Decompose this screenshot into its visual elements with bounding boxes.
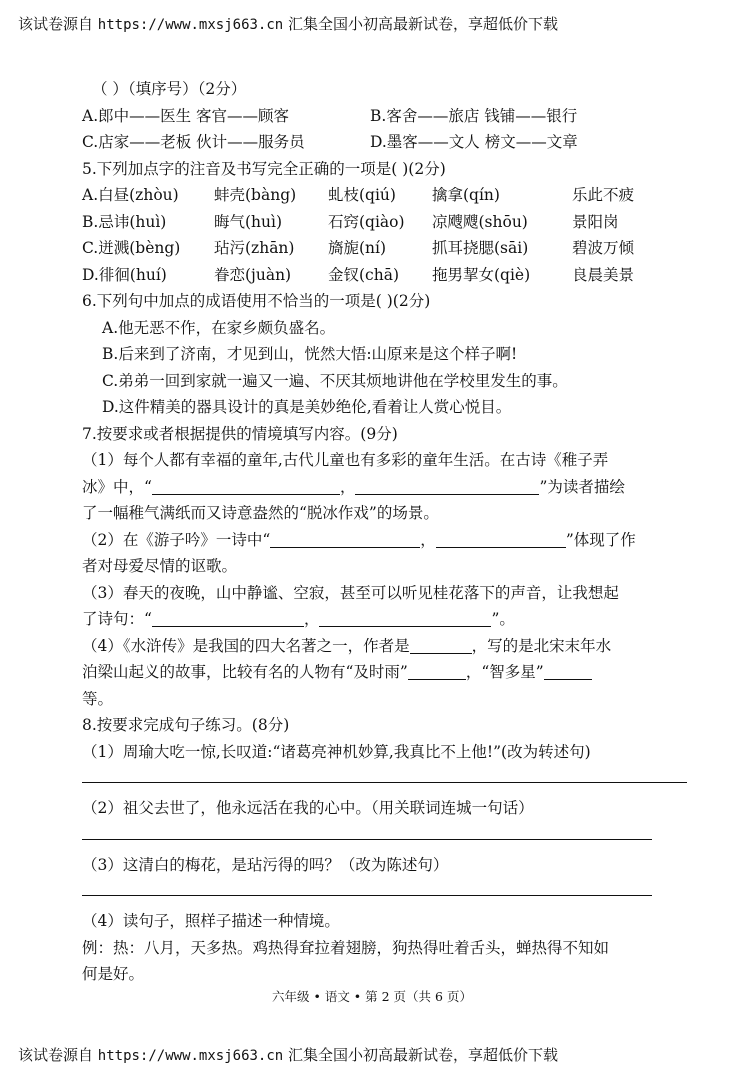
q7-4-b-pre: 泊梁山起义的故事，比较有名的人物有“及时雨” [82, 663, 408, 681]
q7-4-pre: （4）《水浒传》是我国的四大名著之一，作者是 [82, 636, 410, 655]
q7-3-pre: 了诗句：“ [82, 610, 152, 628]
q8-2: （2）祖父去世了，他永远活在我的心中。（用关联词连城一句话） [82, 799, 534, 817]
q5-row-b [82, 209, 687, 236]
q6-option-d: D.这件精美的器具设计的真是美妙绝伦,看着让人赏心悦目。 [102, 398, 512, 416]
q5-c-1: C.迸溅(bèng) [82, 239, 181, 257]
q8-1: （1）周瑜大吃一惊,长叹道:“诸葛亮神机妙算,我真比不上他!”(改为转述句) [82, 742, 591, 761]
q5-b-3: 石窍(qiào) [328, 212, 405, 231]
banner-tail: 汇集全国小初高最新试卷，享超低价下载 [283, 15, 558, 33]
q8-example-a: 例：热：八月，天多热。鸡热得耷拉着翅膀，狗热得吐着舌头，蝉热得不知如 [82, 938, 610, 957]
q7-1-line-b [82, 474, 687, 501]
q7-2-blank-1[interactable] [270, 531, 420, 548]
q7-2-mid: ， [420, 530, 436, 549]
exam-content [82, 76, 687, 988]
q5-d-5: 良晨美景 [572, 265, 635, 284]
q8-2-answer-line[interactable] [82, 838, 652, 840]
q7-2-blank-2[interactable] [436, 531, 566, 548]
q7-2-post: ”体现了作 [565, 530, 636, 549]
q4-tail: （ ）（填序号）（2分） [92, 80, 247, 98]
q7-3-blank-1[interactable] [152, 610, 304, 627]
q5-a-1: A.白昼(zhòu) [82, 186, 179, 204]
banner-url[interactable]: https://www.mxsj663.cn [97, 1048, 284, 1064]
q7-1-b-mid: ， [339, 477, 356, 496]
q7-1-line-c: 了一幅稚气满纸而又诗意盎然的“脱冰作戏”的场景。 [82, 504, 439, 522]
q7-4-blank-author[interactable] [410, 637, 472, 654]
q7-4-b-mid: ，“智多星” [465, 663, 544, 681]
q5-b-5: 景阳岗 [572, 212, 619, 231]
banner-text: 该试卷源自 [18, 1046, 98, 1064]
q6-option-c: C.弟弟一回到家就一遍又一遍、不厌其烦地讲他在学校里发生的事。 [102, 371, 568, 390]
q5-c-2: 玷污(zhān) [214, 239, 295, 257]
q5-d-2: 眷恋(juàn) [214, 265, 292, 284]
q4-options-row-2 [82, 129, 687, 156]
q6-option-a: A.他无恶不作，在家乡颇负盛名。 [102, 318, 336, 337]
q7-3-post: ”。 [491, 610, 515, 628]
q7-1-b-post: ”为读者描绘 [539, 477, 625, 496]
banner-text: 该试卷源自 [18, 15, 98, 33]
q5-b-4: 凉飕飕(shōu) [432, 212, 528, 231]
q7-4-line-c: 等。 [82, 689, 114, 708]
q7-2-line-a [82, 527, 687, 554]
q8-title: 8.按要求完成句子练习。(8分) [82, 716, 290, 734]
q5-row-a [82, 182, 687, 209]
q7-4-line-a [82, 633, 687, 660]
q5-title: 5.下列加点字的注音及书写完全正确的一项是( )(2分) [82, 159, 446, 178]
q4-option-c: C.店家——老板 伙计——服务员 [82, 133, 305, 151]
q4-option-a: A.郎中——医生 客官——顾客 [82, 106, 290, 125]
q5-d-1: D.徘徊(huí) [82, 265, 167, 284]
q7-2-line-b: 者对母爱尽情的讴歌。 [82, 557, 238, 575]
q5-a-4: 擒拿(qín) [432, 186, 500, 204]
q7-4-blank-jishiyu[interactable] [408, 663, 466, 680]
q5-b-2: 晦气(huì) [214, 212, 283, 231]
q5-row-d [82, 262, 687, 289]
q7-3-blank-2[interactable] [319, 610, 491, 627]
q6-option-b: B.后来到了济南，才见到山，恍然大悟:山原来是这个样子啊! [102, 345, 518, 363]
q4-options-row-1 [82, 103, 687, 130]
q5-d-4: 拖男挈女(qiè) [432, 265, 531, 284]
q7-1-line-a: （1）每个人都有幸福的童年,古代儿童也有多彩的童年生活。在古诗《稚子弄 [82, 451, 609, 469]
q7-4-blank-zhiduoxing[interactable] [544, 663, 592, 680]
q6-title: 6.下列句中加点的成语使用不恰当的一项是( )(2分) [82, 292, 431, 310]
q8-3-answer-line[interactable] [82, 894, 652, 896]
page-footer: 六年级 • 语文 • 第 2 页（共 6 页） [272, 989, 472, 1004]
q5-row-c [82, 235, 687, 262]
q7-4-post: ，写的是北宋末年水 [471, 636, 612, 655]
source-banner-top [18, 13, 558, 34]
q5-a-3: 虬枝(qiú) [328, 186, 396, 204]
q7-2-pre: （2）在《游子吟》一诗中“ [82, 530, 271, 549]
q4-option-d: D.墨客——文人 榜文——文章 [370, 133, 578, 151]
q5-c-3: 旖旎(ní) [328, 239, 387, 257]
q5-c-5: 碧波万倾 [572, 239, 635, 257]
q7-1-b-pre: 冰》中，“ [82, 477, 152, 496]
q5-d-3: 金钗(chā) [328, 265, 399, 284]
q8-3: （3）这清白的梅花，是玷污得的吗？（改为陈述句） [82, 855, 449, 874]
q7-3-mid: ， [303, 610, 320, 628]
q7-title: 7.按要求或者根据提供的情境填写内容。(9分) [82, 424, 398, 443]
q7-3-line-b [82, 606, 687, 633]
q8-1-answer-line[interactable] [82, 781, 687, 783]
q7-1-blank-1[interactable] [152, 478, 340, 495]
q5-a-2: 蚌壳(bàng) [214, 186, 297, 204]
banner-url[interactable]: https://www.mxsj663.cn [97, 17, 284, 33]
q8-4: （4）读句子，照样子描述一种情境。 [82, 912, 340, 930]
q5-a-5: 乐此不疲 [572, 186, 635, 204]
q7-3-line-a: （3）春天的夜晚，山中静谧、空寂，甚至可以听见桂花落下的声音，让我想起 [82, 583, 619, 602]
banner-tail: 汇集全国小初高最新试卷，享超低价下载 [283, 1046, 558, 1064]
q5-c-4: 抓耳挠腮(sāi) [432, 239, 529, 257]
q5-b-1: B.忌讳(huì) [82, 212, 167, 231]
q8-example-b: 何是好。 [82, 965, 145, 983]
q7-4-line-b [82, 659, 687, 686]
q4-option-b: B.客舍——旅店 钱铺——银行 [370, 106, 578, 125]
q7-1-blank-2[interactable] [355, 478, 539, 495]
source-banner-bottom [18, 1044, 558, 1065]
